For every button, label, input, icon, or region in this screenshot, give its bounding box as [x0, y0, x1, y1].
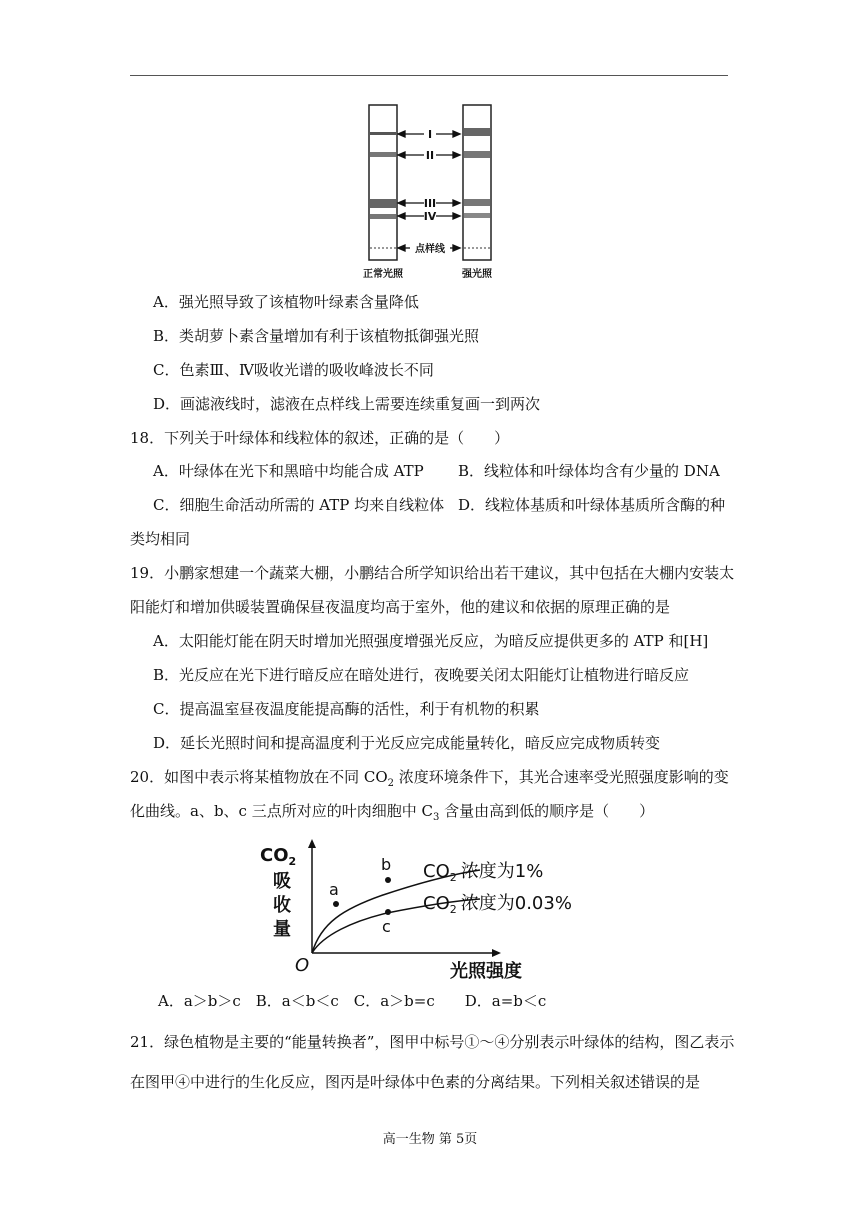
- co2-absorption-graph: [255, 835, 615, 985]
- q17-option-d: D．画滤液线时，滤液在点样线上需要连续重复画一到两次: [153, 395, 541, 413]
- q19-option-a: A．太阳能灯能在阴天时增加光照强度增强光反应，为暗反应提供更多的 ATP 和[H]: [153, 632, 709, 650]
- y-axis-label-1: 吸: [273, 871, 291, 892]
- q18-option-d: D．线粒体基质和叶绿体基质所含酶的种: [458, 496, 726, 514]
- tube-normal-light: [369, 105, 397, 260]
- q18-stem: 18．下列关于叶绿体和线粒体的叙述，正确的是（ ）: [130, 429, 510, 447]
- q17-option-c: C．色素Ⅲ、Ⅳ吸收光谱的吸收峰波长不同: [153, 361, 434, 379]
- q20-stem-line1: 20．如图中表示将某植物放在不同 $CO_2$ 浓度环境条件下，其光合速率受光照强度影响的变: [130, 768, 729, 789]
- q18-option-c: C．细胞生命活动所需的 ATP 均来自线粒体: [153, 496, 445, 514]
- point-a-label: a: [329, 880, 339, 899]
- q20-stem-line2: 化曲线。a、b、c 三点所对应的叶肉细胞中 $C_3$ 含量由高到低的顺序是（ ）: [130, 802, 655, 823]
- spot-line-label: 点样线: [415, 244, 445, 255]
- q18-option-a: A．叶绿体在光下和黑暗中均能合成 ATP: [153, 462, 424, 480]
- q19-stem-line2: 阳能灯和增加供暖装置确保昼夜温度均高于室外，他的建议和依据的原理正确的是: [130, 598, 671, 616]
- q21-stem-line2: 在图甲④中进行的生化反应，图丙是叶绿体中色素的分离结果。下列相关叙述错误的是: [130, 1073, 701, 1091]
- band-label-3: III: [423, 197, 437, 210]
- q21-stem-line1: 21．绿色植物是主要的“能量转换者”，图甲中标号①～④分别表示叶绿体的结构，图乙表示: [130, 1033, 735, 1051]
- x-axis-label: 光照强度: [450, 961, 522, 982]
- q20-options: A．a＞b＞c B．a＜b＜c C．a＞b=c D．a=b＜c: [158, 992, 547, 1010]
- y-axis-label-3: 量: [273, 919, 291, 940]
- page-footer: 高一生物 第 5页: [382, 1132, 478, 1147]
- strong-light-label: 强光照: [462, 269, 492, 280]
- q18-option-d-continued: 类均相同: [130, 530, 191, 548]
- curve-1-label: $CO_2$ 浓度为1%: [423, 861, 544, 884]
- band-label-1: I: [427, 128, 433, 141]
- origin-label: O: [295, 955, 310, 976]
- band-label-2: II: [425, 149, 435, 162]
- chromatogram-figure: [360, 100, 510, 285]
- y-axis-co2: $CO_2$: [260, 845, 297, 868]
- point-b-label: b: [381, 855, 392, 874]
- q19-option-b: B．光反应在光下进行暗反应在暗处进行，夜晚要关闭太阳能灯让植物进行暗反应: [153, 666, 690, 684]
- q19-stem-line1: 19．小鹏家想建一个蔬菜大棚，小鹏结合所学知识给出若干建议，其中包括在大棚内安装太: [130, 564, 735, 582]
- header-rule: [130, 75, 728, 76]
- point-c-label: c: [382, 917, 391, 936]
- normal-light-label: 正常光照: [363, 269, 403, 280]
- q19-option-d: D．延长光照时间和提高温度利于光反应完成能量转化，暗反应完成物质转变: [153, 734, 661, 752]
- q17-option-b: B．类胡萝卜素含量增加有利于该植物抵御强光照: [153, 327, 480, 345]
- tube-strong-light: [463, 105, 491, 260]
- q17-option-a: A．强光照导致了该植物叶绿素含量降低: [153, 293, 419, 311]
- y-axis-label-2: 收: [273, 895, 291, 916]
- band-label-4: IV: [423, 210, 437, 223]
- q18-option-b: B．线粒体和叶绿体均含有少量的 DNA: [458, 462, 720, 480]
- curve-2-label: $CO_2$ 浓度为0.03%: [423, 893, 572, 916]
- q19-option-c: C．提高温室昼夜温度能提高酶的活性，利于有机物的积累: [153, 700, 540, 718]
